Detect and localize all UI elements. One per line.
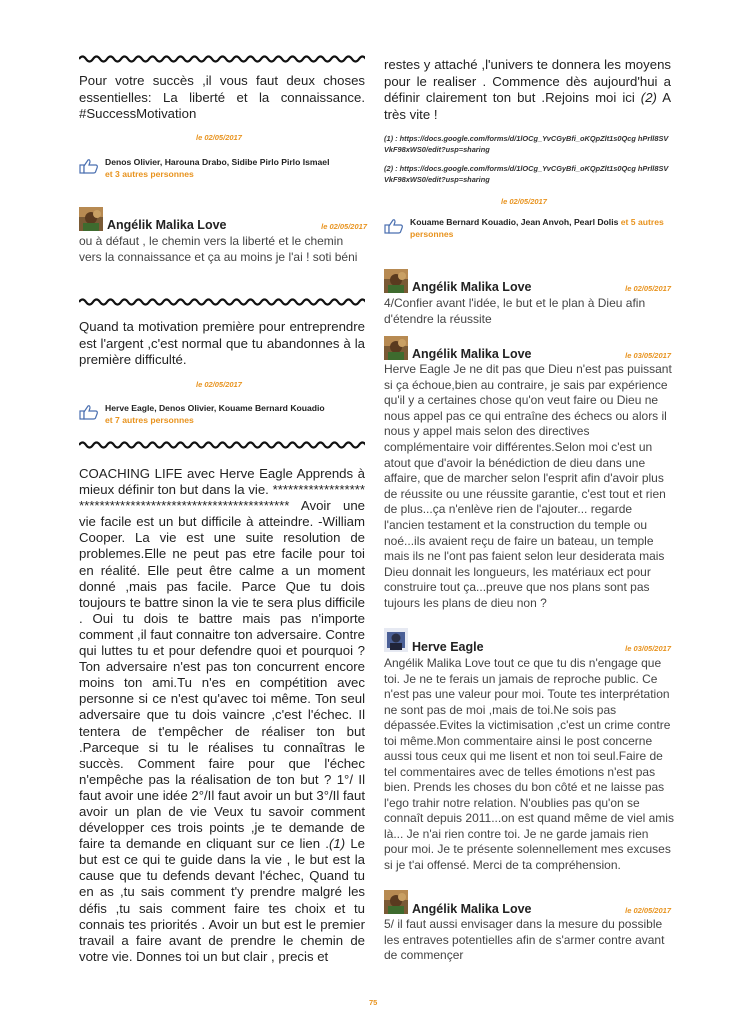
- post-text: Pour votre succès ,il vous faut deux choses essentielles: La liberté et la connaissance. #SuccessMotivation: [79, 73, 365, 122]
- post-date: le 02/05/2017: [501, 197, 547, 206]
- thumbs-up-icon: [79, 158, 99, 174]
- reference-marker[interactable]: (1): [328, 836, 346, 852]
- post-date: le 02/05/2017: [196, 380, 242, 389]
- comment-date: le 02/05/2017: [625, 284, 671, 293]
- comment-date: le 02/05/2017: [625, 906, 671, 915]
- reference-marker[interactable]: (2): [640, 90, 657, 106]
- page-number: 75: [369, 998, 378, 1007]
- comment-text: Herve Eagle Je ne dit pas que Dieu n'est pas puissant si ça échoue,bien au contraire, je sais par expérience qu'il y a certaines chose qu'on veut faire ou Dieu ne nous appel pas ce qui entraîne des échecs ou alors il nous y appel mais selon des directives complémentaire voir différentes.Selon moi c'est un atout que d'avoir la bénédiction de dieu dans une affaire, que de marcher selon l'esprit afin d'avoir plus de réussite ou une réussite garantie, c'est tout et rien de plus...ça n'enlève rien de l'ajouter... regarde l'ancien testament et la construction du temple ou noé...ils avaient reçu de faire un bateau, un temple mais ils ne l'ont pas faient selon leur desiderata mais Dieu donnait les longueurs, les matériaux ect pour construire tout ça...preuve que nos plans sont pas tujours les plans de dieu non ?: [384, 362, 672, 610]
- likes-names: Kouame Bernard Kouadio, Jean Anvoh, Pearl Dolis: [410, 217, 619, 227]
- thumbs-up-icon: [79, 404, 99, 420]
- comment-text: 4/Confier avant l'idée, le but et le plan à Dieu afin d'étendre la réussite: [384, 296, 646, 326]
- comment-date: le 03/05/2017: [625, 644, 671, 653]
- likes-others[interactable]: et 5 autres personnes: [410, 217, 664, 239]
- likes-names: Denos Olivier, Harouna Drabo, Sidibe Pirlo Pirlo Ismael: [105, 157, 330, 167]
- post-text-continued: restes y attaché ,l'univers te donnera les moyens pour le realiser . Commence dès aujourd'hui a définir clairement ton but .Rejoins moi ici (2) A très vite !: [384, 57, 671, 122]
- likes-others[interactable]: et 7 autres personnes: [105, 415, 194, 425]
- comment-date: le 02/05/2017: [321, 222, 367, 231]
- post-date: le 02/05/2017: [196, 133, 242, 142]
- avatar[interactable]: [384, 336, 408, 360]
- thumbs-up-icon: [384, 218, 404, 234]
- comment-text: 5/ il faut aussi envisager dans la mesure du possible les entraves potentielles afin de s'armer contre avant de commençer: [384, 917, 665, 962]
- reference-link[interactable]: (1) : https://docs.google.com/forms/d/1lOCg_YvCGyBfi_oKQpZlt1s0Qcg hPrll8SVVkF98xWS0/edit?usp=sharing: [384, 134, 669, 154]
- wave-divider: [79, 54, 365, 64]
- wave-divider: [79, 440, 365, 450]
- comment-author[interactable]: Angélik Malika Love: [412, 902, 532, 916]
- reference-link[interactable]: (2) : https://docs.google.com/forms/d/1lOCg_YvCGyBfi_oKQpZlt1s0Qcg hPrll8SVVkF98xWS0/edit?usp=sharing: [384, 164, 669, 184]
- likes-others[interactable]: et 3 autres personnes: [105, 169, 194, 179]
- comment-text: ou à défaut , le chemin vers la liberté et le chemin vers la connaissance et ça au moins je l'ai ! soti béni: [79, 234, 358, 264]
- post-text: Quand ta motivation première pour entreprendre est l'argent ,c'est normal que tu abandonnes à la première difficulté.: [79, 319, 365, 368]
- comment-author[interactable]: Angélik Malika Love: [107, 218, 227, 232]
- avatar[interactable]: [384, 890, 408, 914]
- likes-names: Herve Eagle, Denos Olivier, Kouame Bernard Kouadio: [105, 403, 325, 413]
- comment-date: le 03/05/2017: [625, 351, 671, 360]
- comment-author[interactable]: Angélik Malika Love: [412, 347, 532, 361]
- avatar[interactable]: [79, 207, 103, 231]
- avatar[interactable]: [384, 628, 408, 652]
- comment-author[interactable]: Herve Eagle: [412, 640, 484, 654]
- comment-author[interactable]: Angélik Malika Love: [412, 280, 532, 294]
- comment-text: Angélik Malika Love tout ce que tu dis n'engage que toi. Je ne te ferais un jamais de reproche public. Ce n'est pas une valeur pour moi. Toute tes interprétation ne sont pas de moi ,mais de toi.Ne sois pas dépassée.Evites la victimisation ,c'est un crime contre toi même.Mon commentaire ainsi le post concerne aussi tous ceux qui me lisent et non toi seul.Faire de tel commentaires avec de telles émotions n'est pas bien. Prends les choses du bon côté et ne laisse pas l'ego trahir notre relation. N'oublies pas qu'on se connaît depuis 2011...on est quand même de viel amis là... Je n'ai rien contre toi. Je ne garde jamais rien pour moi. Je te présente solennellement mes excuses si je t'ai offensé. Merci de ta compréhension.: [384, 656, 674, 872]
- wave-divider: [79, 297, 365, 307]
- avatar[interactable]: [384, 269, 408, 293]
- post-text: COACHING LIFE avec Herve Eagle Apprends à mieux définir ton but dans la vie. ****************** ***************************************** Avoir une vie facile est un but difficile à atteindre. -William Cooper. La vie est une suite resolution de problemes.Elle ne peut pas etre facile pour toi en réalité. Elle peut être calme a un moment donné ,mais pas facile. Parce Que tu dois toujours te battre sinon la vie te sera plus difficile . Oui tu dois te battre mais pas n'importe comment ,il faut connaitre ton adversaire. Contre qui luttes tu et pour defendre quoi et pourquoi ? Ton adversaire n'est pas ton concurrent encore moins ton ami.Tu n'es en compétition avec personne si ce n'est qu'avec toi même. Ton seul adversaire que tu dois vaincre ,c'est l'échec. Il tentera de t'empêcher de réaliser ton but .Parceque si tu le réalises tu connaîtras le succès. Comment faire pour que l'échec n'empêche pas la réalisation de ton but ? 1°/ Il faut avoir une idée 2°/Il faut avoir un but 3°/Il faut avoir un plan de vie Veux tu savoir comment développer ces trois points ,je te demande de faire ta demande en cliquant sur ce lien .(1) Le but est ce qui te guide dans la vie , le but est la cause que tu defends devant l'échec, Quand tu en as ,tu sais comment t'y prendre malgré les défis ,tu sais comment faire tes choix et tu connais tes priorités . Avoir un but est le premier travail a faire avant de prendre le chemin de votre vie. Donnes toi un but clair , precis et: [79, 466, 365, 964]
